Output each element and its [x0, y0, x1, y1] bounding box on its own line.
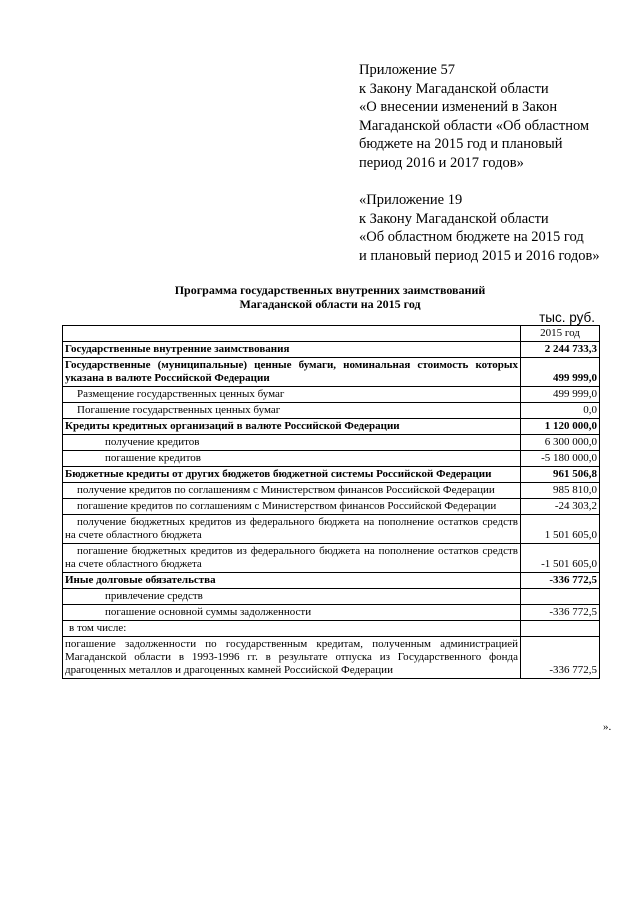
row-label: Иные долговые обязательства [63, 573, 521, 589]
table-row [63, 499, 600, 515]
appendix-line: и плановый период 2015 и 2016 годов» [359, 247, 600, 264]
table-row [63, 573, 600, 589]
row-value: 985 810,0 [521, 483, 600, 499]
row-value [521, 589, 600, 605]
title-line-2: Магаданской области на 2015 год [239, 297, 421, 311]
appendix-line: «Приложение 19 [359, 192, 463, 208]
table-row [63, 589, 600, 605]
row-value: -24 303,2 [521, 499, 600, 515]
table-row [63, 419, 600, 435]
row-label: погашение основной суммы задолженности [63, 605, 521, 621]
row-value: -336 772,5 [521, 637, 600, 679]
appendix-header [359, 61, 600, 265]
row-label: Государственные внутренние заимствования [63, 342, 521, 358]
row-label: погашение кредитов по соглашениям с Министерством финансов Российской Федерации [63, 499, 521, 515]
row-value: -1 501 605,0 [521, 544, 600, 573]
table-row [63, 451, 600, 467]
document-title [62, 283, 598, 311]
row-value: 2 244 733,3 [521, 342, 600, 358]
row-label: погашение кредитов [63, 451, 521, 467]
row-value: 499 999,0 [521, 358, 600, 387]
appendix-line: «Об областном бюджете на 2015 год [359, 229, 584, 245]
table-row [63, 387, 600, 403]
title-line-1: Программа государственных внутренних заимствований [174, 283, 486, 297]
closing-quote-mark: ». [603, 721, 612, 733]
appendix-line: бюджете на 2015 год и плановый [359, 136, 563, 152]
row-label: в том числе: [63, 621, 521, 637]
row-value: -336 772,5 [521, 573, 600, 589]
table-row [63, 358, 600, 387]
row-value: 961 506,8 [521, 467, 600, 483]
appendix-line: к Закону Магаданской области [359, 80, 549, 97]
row-value: 1 501 605,0 [521, 515, 600, 544]
appendix-line: Приложение 57 [359, 62, 455, 78]
table-row [63, 403, 600, 419]
header-blank-cell [63, 326, 521, 342]
borrowing-table [62, 325, 600, 679]
row-label: погашение бюджетных кредитов из федерального бюджета на пополнение остатков средств на счете областного бюджета [63, 544, 521, 573]
appendix-line: «О внесении изменений в Закон [359, 99, 558, 115]
row-label: привлечение средств [63, 589, 521, 605]
year-header: 2015 год [521, 326, 600, 342]
row-label: получение кредитов по соглашениям с Министерством финансов Российской Федерации [63, 483, 521, 499]
table-row [63, 605, 600, 621]
row-label: получение кредитов [63, 435, 521, 451]
row-label: Размещение государственных ценных бумаг [63, 387, 521, 403]
row-value: -5 180 000,0 [521, 451, 600, 467]
row-label: получение бюджетных кредитов из федерального бюджета на пополнение остатков средств на счете областного бюджета [63, 515, 521, 544]
row-label: Государственные (муниципальные) ценные бумаги, номинальная стоимость которых указана в валюте Российской Федерации [63, 358, 521, 387]
row-value: 6 300 000,0 [521, 435, 600, 451]
row-value: 0,0 [521, 403, 600, 419]
table-row [63, 515, 600, 544]
appendix-line: период 2016 и 2017 годов» [359, 154, 524, 171]
row-value: -336 772,5 [521, 605, 600, 621]
table-row [63, 544, 600, 573]
table-row [63, 435, 600, 451]
appendix-line: Магаданской области «Об областном [359, 117, 590, 134]
row-label: погашение задолженности по государственным кредитам, полученным администрацией Магаданской области в 1993-1996 гг. в результате отпуска из Государственного фонда драгоценных металлов и драгоценных камней Российской Федерации [63, 637, 521, 679]
row-value: 499 999,0 [521, 387, 600, 403]
unit-label: тыс. руб. [539, 310, 595, 325]
table-row [63, 467, 600, 483]
row-label: Бюджетные кредиты от других бюджетов бюджетной системы Российской Федерации [63, 467, 521, 483]
row-label: Погашение государственных ценных бумаг [63, 403, 521, 419]
table-header-row [63, 326, 600, 342]
table-row [63, 342, 600, 358]
row-value [521, 621, 600, 637]
row-label: Кредиты кредитных организаций в валюте Российской Федерации [63, 419, 521, 435]
row-value: 1 120 000,0 [521, 419, 600, 435]
table-row [63, 483, 600, 499]
table-row [63, 637, 600, 679]
table-row [63, 621, 600, 637]
appendix-line: к Закону Магаданской области [359, 210, 549, 227]
